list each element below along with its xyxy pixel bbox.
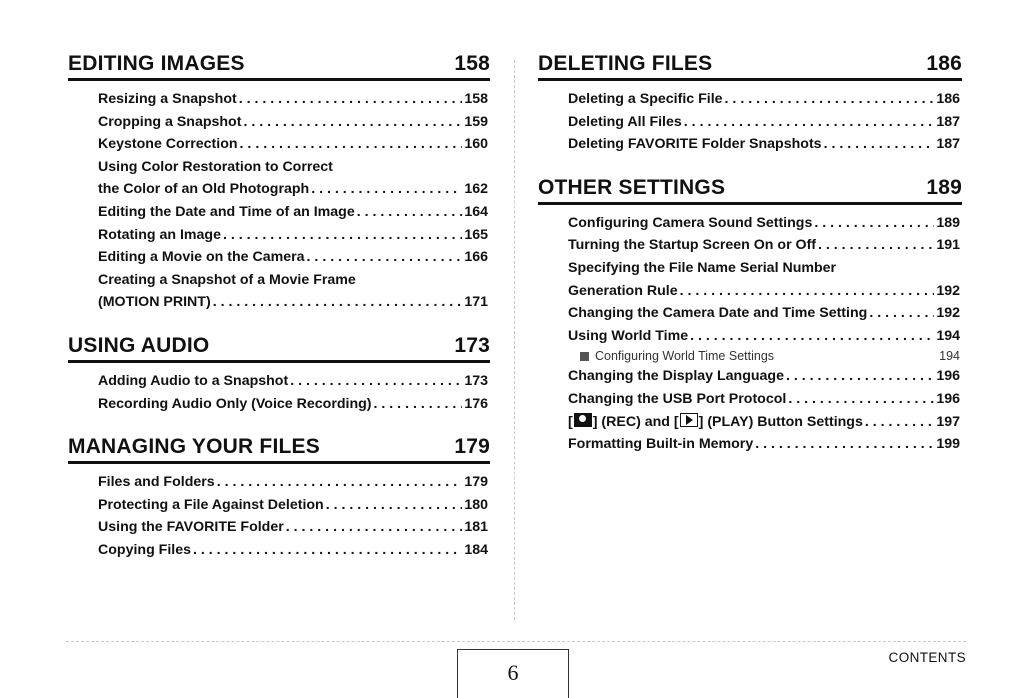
toc-entry[interactable] (568, 302, 960, 325)
entry-title: Deleting FAVORITE Folder Snapshots (568, 136, 822, 153)
leader-dots (213, 291, 463, 314)
leader-dots (725, 88, 935, 111)
entry-page: 192 (936, 282, 960, 299)
leader-dots (690, 325, 934, 348)
section-page: 189 (926, 175, 962, 199)
leader-dots (684, 111, 935, 134)
entry-title: Changing the Camera Date and Time Setting (568, 305, 868, 322)
leader-dots (217, 471, 463, 494)
entry-title: the Color of an Old Photograph (98, 181, 310, 198)
section-heading (68, 52, 490, 81)
section-page: 179 (454, 435, 490, 459)
entry-page: 197 (936, 413, 960, 430)
leader-dots (307, 246, 463, 269)
toc-entry[interactable] (98, 224, 488, 247)
entry-title: Generation Rule (568, 282, 678, 299)
section-title: DELETING FILES (538, 52, 713, 75)
toc-entry[interactable] (568, 212, 960, 235)
leader-dots (680, 280, 935, 303)
section-title: MANAGING YOUR FILES (68, 435, 320, 459)
entry-page: 180 (464, 496, 488, 513)
toc-entry[interactable] (98, 516, 488, 539)
section-page: 158 (454, 52, 490, 75)
entry-page: 176 (464, 395, 488, 412)
entry-title: Protecting a File Against Deletion (98, 496, 324, 513)
entry-page: 159 (464, 113, 488, 130)
entry-title: Configuring Camera Sound Settings (568, 214, 813, 231)
entry-title: Deleting a Specific File (568, 91, 723, 107)
page-number: 6 (457, 649, 569, 698)
entry-page: 164 (464, 203, 488, 220)
section-title: USING AUDIO (68, 333, 210, 357)
toc-entry[interactable] (568, 325, 960, 348)
toc-entry[interactable] (568, 388, 960, 411)
leader-dots (865, 411, 934, 434)
entry-title-line1[interactable]: Specifying the File Name Serial Number (568, 259, 837, 276)
entry-page: 158 (464, 91, 488, 107)
entry-title: Adding Audio to a Snapshot (98, 372, 289, 389)
toc-entry[interactable] (98, 370, 488, 393)
toc-entry[interactable] (568, 234, 960, 257)
entry-page: 194 (936, 327, 960, 344)
toc-entry[interactable] (98, 178, 488, 201)
toc-entry[interactable] (98, 246, 488, 269)
leader-dots (240, 133, 463, 156)
entry-page: 196 (936, 390, 960, 407)
section-using-audio (68, 334, 490, 415)
entry-list (68, 88, 490, 314)
column-divider (514, 60, 515, 620)
leader-dots (243, 111, 462, 134)
leader-dots (290, 370, 462, 393)
left-column (68, 52, 490, 582)
entry-page: 192 (936, 305, 960, 322)
toc-entry[interactable] (98, 291, 488, 314)
entry-title: Deleting All Files (568, 113, 682, 130)
entry-page: 171 (464, 294, 488, 311)
entry-title: Files and Folders (98, 474, 215, 491)
entry-title: Turning the Startup Screen On or Off (568, 237, 817, 254)
toc-entry[interactable] (98, 88, 488, 111)
toc-entry[interactable] (98, 111, 488, 134)
entry-title: Editing the Date and Time of an Image (98, 203, 355, 220)
entry-title-part: (PLAY) Button Settings (707, 413, 863, 430)
footer-divider (66, 641, 966, 642)
toc-entry[interactable] (568, 365, 960, 388)
leader-dots (755, 433, 934, 456)
entry-title: Using the FAVORITE Folder (98, 519, 284, 536)
toc-entry[interactable] (98, 393, 488, 416)
entry-page: 186 (936, 91, 960, 107)
leader-dots (193, 539, 462, 562)
leader-dots (818, 234, 934, 257)
toc-entry[interactable] (98, 539, 488, 562)
leader-dots (869, 302, 934, 325)
contents-link[interactable]: CONTENTS (888, 650, 966, 665)
section-title: OTHER SETTINGS (538, 175, 726, 199)
toc-entry[interactable] (568, 280, 960, 303)
entry-page: 162 (464, 181, 488, 198)
entry-title: Changing the USB Port Protocol (568, 390, 787, 407)
leader-dots (326, 494, 463, 517)
entry-page: 184 (464, 541, 488, 558)
entry-title: Using World Time (568, 327, 689, 344)
entry-list (68, 370, 490, 415)
entry-title: Recording Audio Only (Voice Recording) (98, 395, 372, 412)
entry-page: 191 (936, 237, 960, 254)
entry-page: 196 (936, 368, 960, 385)
entry-title: Rotating an Image (98, 226, 221, 243)
toc-subentry[interactable] (568, 347, 960, 365)
entry-list (538, 88, 962, 156)
toc-entry[interactable] (568, 111, 960, 134)
entry-title: Editing a Movie on the Camera (98, 249, 305, 266)
entry-title: Formatting Built-in Memory (568, 436, 754, 453)
section-other-settings (538, 176, 962, 456)
entry-title: Resizing a Snapshot (98, 91, 237, 107)
section-managing-files (68, 435, 490, 561)
leader-dots (786, 365, 934, 388)
entry-page: 189 (936, 214, 960, 231)
square-bullet-icon (580, 352, 589, 361)
section-heading (68, 435, 490, 464)
right-column (538, 52, 962, 476)
entry-page: 166 (464, 249, 488, 266)
entry-title-part: (REC) and (601, 413, 670, 430)
section-title: EDITING IMAGES (68, 52, 245, 75)
section-heading (538, 176, 962, 205)
entry-title: (MOTION PRINT) (98, 294, 211, 311)
subentry-page: 194 (939, 349, 960, 364)
entry-page: 179 (464, 474, 488, 491)
section-page: 186 (926, 52, 962, 75)
entry-page: 173 (464, 372, 488, 389)
toc-entry[interactable] (98, 471, 488, 494)
toc-entry[interactable] (568, 411, 960, 434)
toc-entry[interactable] (98, 133, 488, 156)
toc-entry[interactable] (568, 133, 960, 156)
entry-title: [ ] (REC) and [ ] (PLAY) Button Settings (568, 413, 863, 430)
leader-dots (374, 393, 463, 416)
leader-dots (357, 201, 463, 224)
entry-page: 181 (464, 519, 488, 536)
entry-page: 165 (464, 226, 488, 243)
section-page: 173 (454, 333, 490, 357)
entry-title-line1[interactable]: Creating a Snapshot of a Movie Frame (98, 271, 356, 288)
subentry-title: Configuring World Time Settings (595, 349, 775, 364)
section-heading (68, 334, 490, 363)
toc-entry[interactable] (568, 433, 960, 456)
leader-dots (824, 133, 935, 156)
leader-dots (814, 212, 934, 235)
entry-page: 160 (464, 136, 488, 153)
entry-title: Cropping a Snapshot (98, 113, 242, 130)
leader-dots (788, 388, 934, 411)
play-icon (680, 413, 698, 427)
leader-dots (223, 224, 462, 247)
section-editing-images (68, 52, 490, 314)
entry-title-line1[interactable]: Using Color Restoration to Correct (98, 158, 333, 175)
toc-entry[interactable] (98, 201, 488, 224)
leader-dots (286, 516, 463, 539)
entry-page: 187 (936, 136, 960, 153)
entry-title: Keystone Correction (98, 136, 238, 153)
camera-rec-icon (574, 413, 592, 427)
section-deleting-files (538, 52, 962, 156)
leader-dots (311, 178, 462, 201)
toc-entry[interactable] (568, 88, 960, 111)
entry-page: 187 (936, 113, 960, 130)
entry-page: 199 (936, 436, 960, 453)
entry-list (68, 471, 490, 561)
section-heading (538, 52, 962, 81)
entry-title: Changing the Display Language (568, 368, 784, 385)
toc-entry[interactable] (98, 494, 488, 517)
leader-dots (239, 88, 463, 111)
entry-list (538, 212, 962, 456)
entry-title: Copying Files (98, 541, 192, 558)
